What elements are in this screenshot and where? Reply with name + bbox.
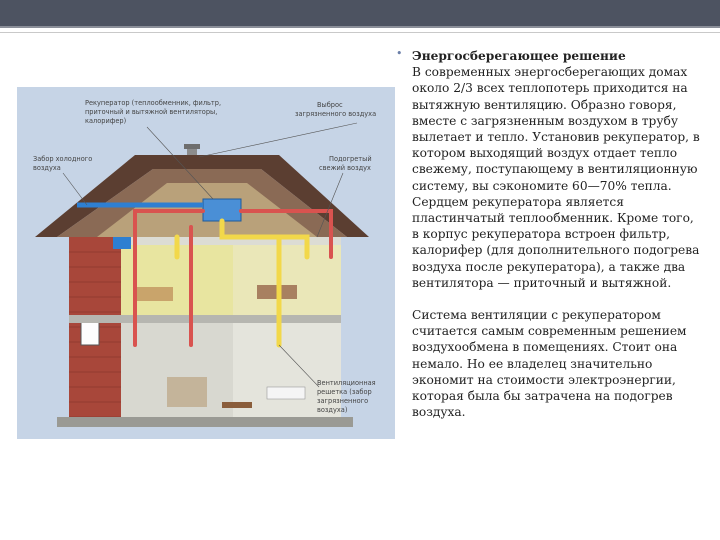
bathtub [267, 387, 305, 399]
ground-slab [57, 417, 353, 427]
heading: Энергосберегающее решение [412, 49, 626, 63]
text-column [412, 48, 704, 420]
bullet-icon: • [396, 47, 403, 60]
paragraph-2: Система вентиляции с рекуператором считается самым современным решением воздухообмена в помещениях. Стоит она немало. Но ее владелец значительно экономит на стоимости электроэнергии, которая была бы затрачена на подогрев воздуха. [412, 308, 687, 420]
paragraph-1 [412, 48, 704, 291]
recuperator-unit [203, 199, 241, 221]
kitchen-cabinet [167, 377, 207, 407]
top-bar-accent [0, 26, 720, 28]
label-vent-grille: Вентиляционная решетка (забор загрязненного воздуха) [317, 379, 376, 414]
sofa [137, 287, 173, 301]
exhaust-cap [184, 144, 200, 149]
paragraph-1-body: В современных энергосберегающих домах около 2/3 всех теплопотерь приходится на вытяжную вентиляцию. Образно говоря, вместе с загрязненным воздухом в трубу вылетает и тепло. Установив рекуператор, в котором выходящий воздух отдает тепло свежему, поступающему в вентиляционную систему, вы сэкономите 60—70% тепла. Сердцем рекуператора является пластинчатый теплообменник. Кроме того, в корпус рекуператора встроен фильтр, калорифер (для дополнительного подогрева воздуха после рекуператора), а также два вентилятора — приточный и вытяжной. [412, 65, 700, 290]
floor-slab [69, 315, 341, 323]
top-rule [0, 32, 720, 33]
label-exhaust-out: Выброс загрязненного воздуха [295, 101, 377, 118]
top-bar [0, 0, 720, 26]
intake-grille [113, 237, 131, 249]
label-intake: Забор холодного воздуха [33, 155, 93, 172]
table [222, 402, 252, 408]
upstairs-room-right [233, 245, 341, 315]
house-ventilation-diagram [17, 87, 395, 439]
label-heated-air: Подогретый свежий воздух [319, 155, 372, 172]
label-recuperator: Рекуператор (теплообменник, фильтр, приточный и вытяжной вентиляторы, калорифер) [85, 99, 222, 125]
